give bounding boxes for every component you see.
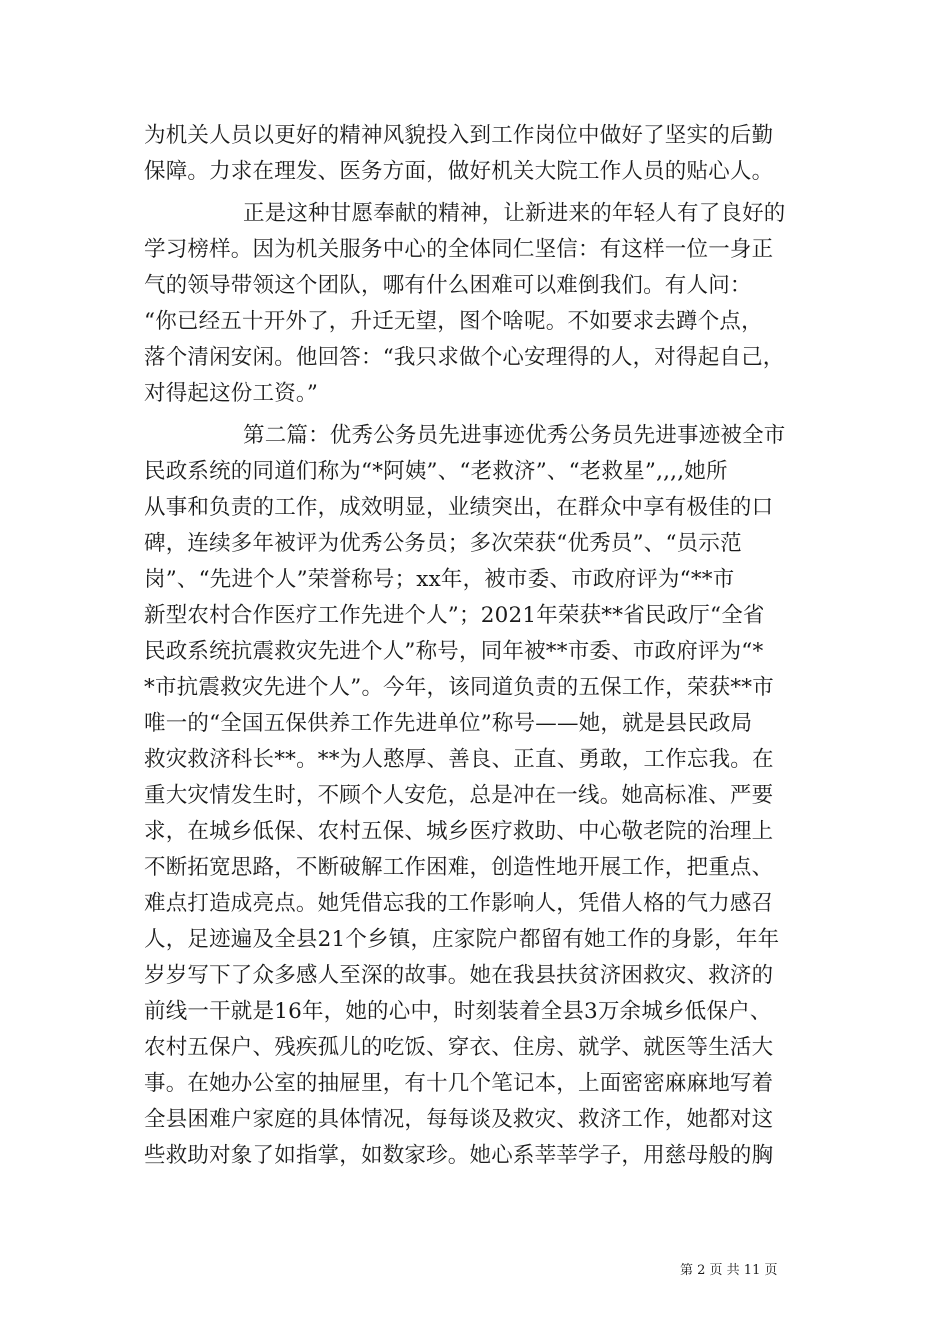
text-line: 气的领导带领这个团队，哪有什么困难可以难倒我们。有人问：: [144, 273, 752, 298]
text-line: “你已经五十开外了，升迁无望，图个啥呢。不如要求去蹲个点，: [144, 309, 763, 334]
text-line: 事。在她办公室的抽屉里，有十几个笔记本，上面密密麻麻地写着: [144, 1071, 774, 1096]
text-line: 唯一的“全国五保供养工作先进单位”称号——她，就是县民政局: [144, 711, 753, 736]
text-line: 农村五保户、残疾孤儿的吃饭、穿衣、住房、就学、就医等生活大: [144, 1035, 774, 1060]
text-line: 碑，连续多年被评为优秀公务员；多次荣获“优秀员”、“员示范: [144, 531, 742, 556]
text-line: 民政系统的同道们称为“*阿姨”、“老救济”、“老救星”,,,,她所: [144, 459, 728, 484]
text-line: 保障。力求在理发、医务方面，做好机关大院工作人员的贴心人。: [144, 159, 774, 184]
text-line: 不断拓宽思路，不断破解工作困难，创造性地开展工作，把重点、: [144, 855, 774, 880]
section-heading-line: 第二篇：优秀公务员先进事迹优秀公务员先进事迹被全市: [243, 423, 786, 448]
text-line: 重大灾情发生时，不顾个人安危，总是冲在一线。她高标准、严要: [144, 783, 774, 808]
text-line: 岁岁写下了众多感人至深的故事。她在我县扶贫济困救灾、救济的: [144, 963, 774, 988]
text-line: 岗”、“先进个人”荣誉称号；xx年，被市委、市政府评为“**市: [144, 567, 735, 592]
text-line: *市抗震救灾先进个人”。今年，该同道负责的五保工作，荣获**市: [144, 675, 774, 700]
text-line: 全县困难户家庭的具体情况，每每谈及救灾、救济工作，她都对这: [144, 1107, 774, 1132]
text-line: 学习榜样。因为机关服务中心的全体同仁坚信：有这样一位一身正: [144, 237, 774, 262]
text-line: 民政系统抗震救灾先进个人”称号，同年被**市委、市政府评为“*: [144, 639, 764, 664]
text-line: 前线一干就是16年，她的心中，时刻装着全县3万余城乡低保户、: [144, 999, 772, 1024]
text-line: 对得起这份工资。”: [144, 381, 319, 406]
paragraph-start-line: 正是这种甘愿奉献的精神，让新进来的年轻人有了良好的: [243, 201, 786, 226]
page-number-footer: 第 2 页 共 11 页: [680, 1263, 778, 1278]
text-line: 从事和负责的工作，成效明显，业绩突出，在群众中享有极佳的口: [144, 495, 774, 520]
text-line: 人，足迹遍及全县21个乡镇，庄家院户都留有她工作的身影，年年: [144, 927, 780, 952]
text-line: 新型农村合作医疗工作先进个人”；2021年荣获**省民政厅“全省: [144, 603, 765, 628]
text-line: 些救助对象了如指掌，如数家珍。她心系莘莘学子，用慈母般的胸: [144, 1143, 774, 1168]
text-line: 难点打造成亮点。她凭借忘我的工作影响人，凭借人格的气力感召: [144, 891, 774, 916]
text-line: 求，在城乡低保、农村五保、城乡医疗救助、中心敬老院的治理上: [144, 819, 774, 844]
text-line: 为机关人员以更好的精神风貌投入到工作岗位中做好了坚实的后勤: [144, 123, 774, 148]
text-line: 落个清闲安闲。他回答：“我只求做个心安理得的人，对得起自己，: [144, 345, 785, 370]
text-line: 救灾救济科长**。**为人憨厚、善良、正直、勇敢，工作忘我。在: [144, 747, 774, 772]
